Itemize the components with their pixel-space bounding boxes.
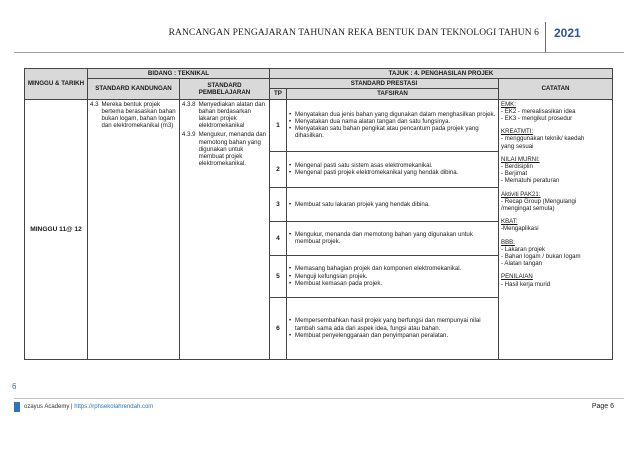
tafsiran-item: • Mengenal pasti satu sistem asas elektromekanikal. xyxy=(289,162,496,169)
footer-credit xyxy=(24,404,153,410)
tafsiran-cell xyxy=(287,187,499,221)
sp-cell xyxy=(180,99,270,359)
catatan-line: - Berjimat xyxy=(501,170,528,178)
tajuk-header: TAJUK : 4. PENGHASILAN PROJEK xyxy=(270,69,613,79)
footer-brand: ozayus Academy | xyxy=(24,404,75,410)
catatan-line: - EK2 - merealisasikan idea xyxy=(501,107,576,115)
catatan-cell xyxy=(499,99,613,359)
sk-header: STANDARD KANDUNGAN xyxy=(88,79,180,99)
catatan-header: CATATAN xyxy=(499,79,613,99)
tafsiran-cell xyxy=(287,151,499,187)
tafsiran-item: • Menguji kefungsian projek. xyxy=(289,273,496,280)
header-rule xyxy=(14,52,624,53)
tafsiran-item: • Menyatakan satu bahan pengikat atau pencantum pada projek yang dihasilkan. xyxy=(289,125,496,139)
kreatif-heading: KREATMTI: xyxy=(501,128,534,136)
catatan-line: - Bahan logam / bukan logam xyxy=(501,253,581,261)
header-divider xyxy=(545,22,546,52)
catatan-line: - menggunakan teknik/ kaedah xyxy=(501,135,585,143)
catatan-line: - Hasil kerja murid xyxy=(501,280,551,288)
tp-cell: 4 xyxy=(270,221,287,255)
catatan-line: - Mematuhi peraturan xyxy=(501,177,560,185)
penilaian-heading: PENILAIAN xyxy=(501,273,533,281)
table-row xyxy=(25,99,613,151)
tp-cell: 1 xyxy=(270,99,287,151)
tp-cell: 6 xyxy=(270,297,287,359)
pak-heading: Aktiviti PAK21: xyxy=(501,190,541,198)
emk-heading: EMK: xyxy=(501,100,516,108)
tafsiran-item: • Membuat penyelenggaraan dan penyimpanan peralatan. xyxy=(289,332,496,339)
document-title: RANCANGAN PENGAJARAN TAHUNAN REKA BENTUK DAN TEKNOLOGI TAHUN 6 xyxy=(168,28,539,38)
catatan-line: /mengingat semula) xyxy=(501,205,555,213)
footer-page-number: Page 6 xyxy=(591,403,614,410)
tafsiran-item: • Membuat satu lakaran projek yang hendak dibina. xyxy=(289,201,496,208)
catatan-line: - Berdisiplin xyxy=(501,163,533,171)
minggu-header: MINGGU & TARIKH xyxy=(25,69,88,100)
catatan-line: - Recap Group (Mengulangi xyxy=(501,197,577,205)
footer-accent-block xyxy=(14,402,20,412)
catatan-line: - EK3 - mengikut prosedur xyxy=(501,115,573,123)
tafsiran-item: • Mengukur, menanda dan memotong bahan yang digunakan untuk membuat projek. xyxy=(289,231,496,245)
bidang-header: BIDANG : TEKNIKAL xyxy=(88,69,270,79)
sk-cell xyxy=(88,99,180,359)
bbb-heading: BBB: xyxy=(501,238,515,246)
sp-text: Menyediakan alatan dan bahan berdasarkan lakaran projek elektromekanikal xyxy=(198,100,265,130)
minggu-cell: MINGGU 11@ 12 xyxy=(25,99,88,359)
tafsiran-item: • Mengenal pasti projek elektromekanikal yang hendak dibina. xyxy=(289,169,496,176)
tafsiran-item: • Menyatakan dua jenis bahan yang digunakan dalam menghasilkan projek. xyxy=(289,111,496,118)
sp-header: STANDARD PEMBELAJARAN xyxy=(180,79,270,99)
tafsiran-item: • Mempersembahkan hasil projek yang berfungsi dan mempunyai nilai tambah sama ada dari aspek idea, fungsi atau bahan. xyxy=(289,317,496,331)
lesson-plan-table xyxy=(24,68,613,360)
sk-code: 4.3 xyxy=(90,100,99,108)
tafsiran-item: • Membuat kemasan pada projek. xyxy=(289,280,496,287)
catatan-line: yang sesuai xyxy=(501,142,534,150)
sp-text: Mengukur, menanda dan memotong bahan yang digunakan untuk membuat projek elektromekanikal. xyxy=(198,131,266,168)
footer-rule xyxy=(14,398,624,399)
lesson-plan-table-wrapper xyxy=(24,68,612,360)
tafsiran-header: TAFSIRAN xyxy=(287,89,499,99)
footer-link[interactable]: https://rphsekolahrendah.com xyxy=(74,404,154,410)
catatan-line: - Alatan tangan xyxy=(501,260,542,268)
kbat-heading: KBAT: xyxy=(501,218,518,226)
tafsiran-cell xyxy=(287,297,499,359)
sp-code: 4.3.8 xyxy=(182,100,196,108)
tp-cell: 3 xyxy=(270,187,287,221)
tp-header: TP xyxy=(270,89,287,99)
tafsiran-cell xyxy=(287,255,499,297)
tafsiran-item: • Memasang bahagian projek dan komponen elektromekanikal. xyxy=(289,265,496,272)
tafsiran-item: • Menyatakan dua nama alatan tangan dan satu fungsinya. xyxy=(289,118,496,125)
side-page-number: 6 xyxy=(12,382,17,391)
catatan-line: -Mengaplikasi xyxy=(501,225,539,233)
sp-code: 4.3.9 xyxy=(182,131,196,139)
catatan-line: - Lakaran projek xyxy=(501,245,546,253)
sk-text: Mereka bentuk projek bertema berasaskan bahan bukan logam, bahan logam dan elektromekanikal (m3) xyxy=(101,100,176,130)
page-header xyxy=(0,22,638,52)
prestasi-header: STANDARD PRESTASI xyxy=(270,79,499,89)
document-year: 2021 xyxy=(554,26,581,40)
nilai-heading: NILAI MURNI: xyxy=(501,155,540,163)
tafsiran-cell xyxy=(287,99,499,151)
tp-cell: 2 xyxy=(270,151,287,187)
tafsiran-cell xyxy=(287,221,499,255)
tp-cell: 5 xyxy=(270,255,287,297)
